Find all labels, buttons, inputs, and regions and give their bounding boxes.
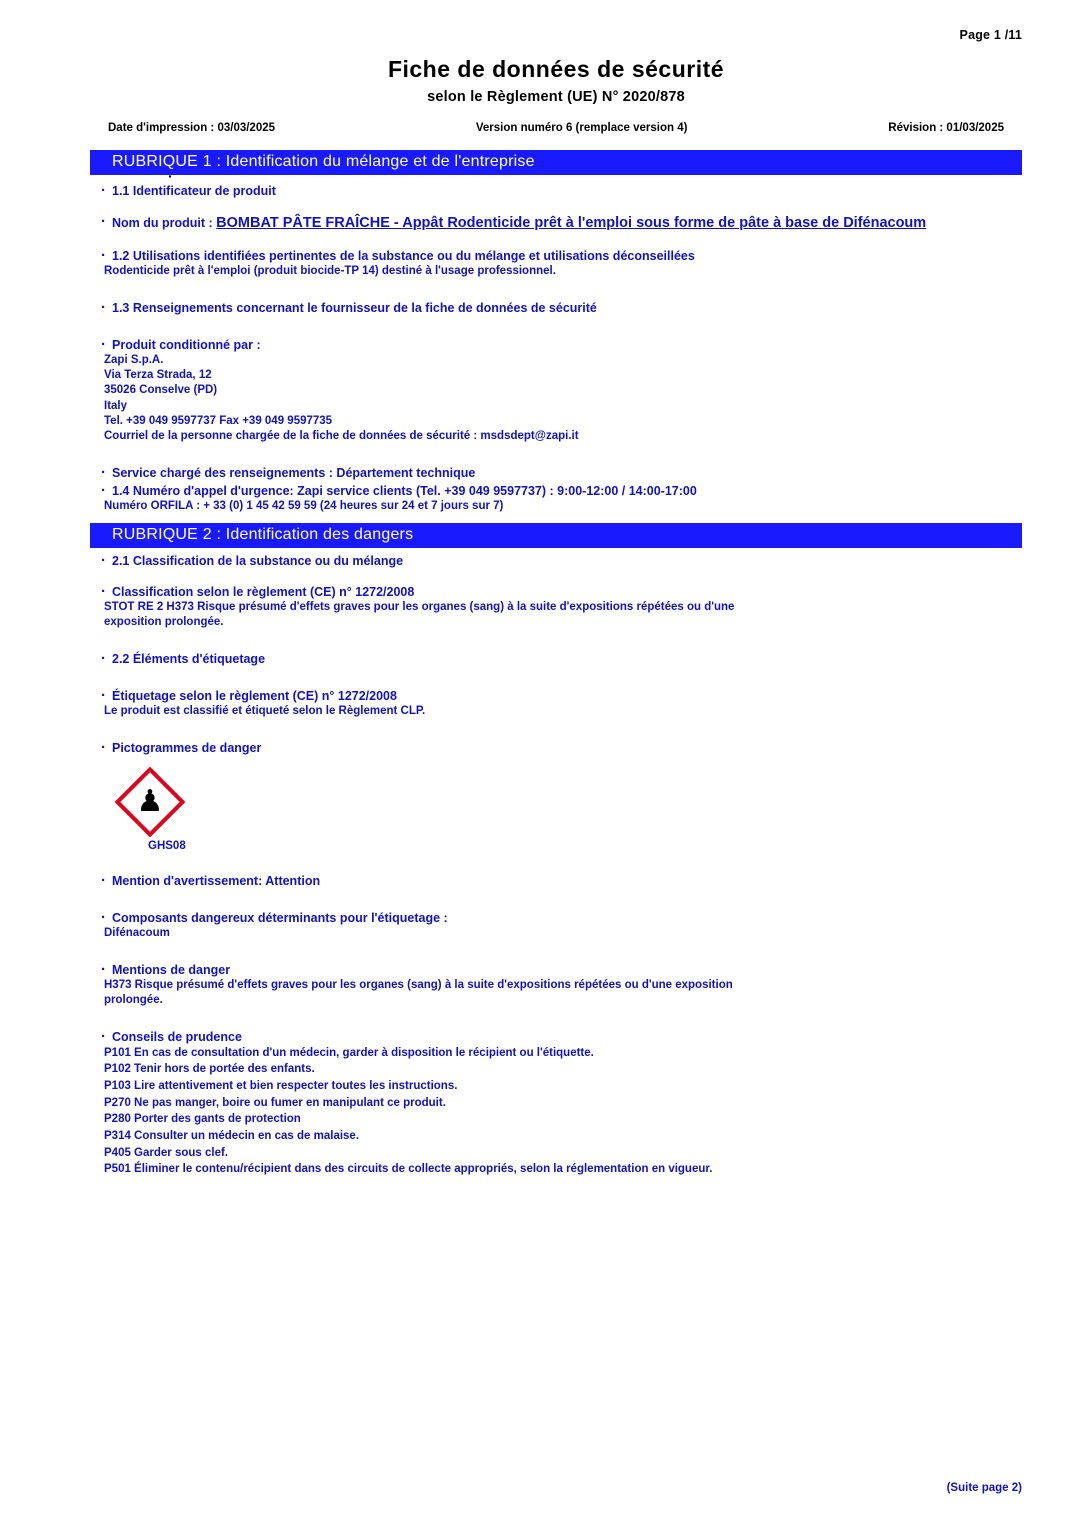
page-footer-continuation: (Suite page 2): [946, 1482, 1022, 1494]
health-hazard-icon: [114, 766, 186, 838]
product-name-value: BOMBAT PÂTE FRAÎCHE - Appât Rodenticide prêt à l'emploi sous forme de pâte à base de Difénacoum: [216, 215, 927, 231]
print-date: Date d'impression : 03/03/2025: [108, 122, 276, 134]
pictograms-label: · Pictogrammes de danger: [112, 740, 1022, 756]
classification-text-line1: STOT RE 2 H373 Risque présumé d'effets graves pour les organes (sang) à la suite d'expositions répétées ou d'une: [104, 601, 735, 614]
document-subtitle: selon le Règlement (UE) N° 2020/878: [427, 89, 685, 105]
section-2-header: RUBRIQUE 2 : Identification des dangers: [90, 523, 1022, 548]
labelling-text: Le produit est classifié et étiqueté selon le Règlement CLP.: [104, 704, 426, 717]
supplier-line: Zapi S.p.A.: [104, 354, 164, 367]
hazardous-components-value: Difénacoum: [104, 926, 170, 939]
supplier-line: 35026 Conselve (PD): [104, 384, 218, 397]
ghs-pictogram-group: [114, 766, 1022, 852]
section-2-1-title: · 2.1 Classification de la substance ou du mélange: [112, 553, 1022, 569]
service-label: Service chargé des renseignements :: [112, 466, 333, 481]
precautionary-item: P501 Éliminer le contenu/récipient dans des circuits de collecte appropriés, selon la réglementation en vigueur.: [104, 1163, 713, 1176]
section-1-3-title: · 1.3 Renseignements concernant le fournisseur de la fiche de données de sécurité: [112, 300, 1022, 316]
supplier-line: Italy: [104, 399, 128, 412]
labelling-label: · Étiquetage selon le règlement (CE) n° 1272/2008: [112, 688, 1022, 704]
precautionary-label: · Conseils de prudence: [112, 1029, 1022, 1045]
product-name-row: [112, 214, 1022, 233]
hazard-statement-line1: H373 Risque présumé d'effets graves pour les organes (sang) à la suite d'expositions répétées ou d'une exposition: [104, 978, 733, 991]
hazardous-components-label: · Composants dangereux déterminants pour l'étiquetage :: [112, 910, 1022, 926]
precautionary-item: P102 Tenir hors de portée des enfants.: [104, 1063, 315, 1076]
signal-word-label: Mention d'avertissement:: [112, 873, 263, 888]
document-meta-row: [90, 122, 1022, 134]
classification-text-line2: exposition prolongée.: [104, 615, 224, 628]
section-1-4-title: · 1.4 Numéro d'appel d'urgence: Zapi service clients (Tel. +39 049 9597737) : 9:00-12:00 / 14:00-17:00: [112, 483, 1022, 499]
section-1-2-text: Rodenticide prêt à l'emploi (produit biocide-TP 14) destiné à l'usage professionnel.: [104, 265, 556, 278]
revision-date: Révision : 01/03/2025: [888, 122, 1004, 134]
section-1-header: RUBRIQUE 1 : Identification du mélange et de l'entreprise: [90, 150, 1022, 175]
ghs-code: GHS08: [148, 839, 186, 852]
version-info: Version numéro 6 (remplace version 4): [475, 122, 688, 134]
hazard-statement-line2: prolongée.: [104, 993, 163, 1006]
section1-bullet-icon: ·: [168, 168, 173, 184]
precautionary-item: P270 Ne pas manger, boire ou fumer en manipulant ce produit.: [104, 1096, 446, 1109]
signal-word-row: [112, 873, 1022, 889]
document-title: Fiche de données de sécurité: [387, 56, 725, 82]
ghs-glyph: ♟: [136, 784, 164, 818]
section-1-2-title: · 1.2 Utilisations identifiées pertinentes de la substance ou du mélange et utilisations déconseillées: [112, 248, 1022, 264]
hazard-statements-label: · Mentions de danger: [112, 962, 1022, 978]
supplier-phone: Tel. +39 049 9597737 Fax +39 049 9597735: [104, 414, 333, 427]
supplier-label: · Produit conditionné par :: [112, 337, 1022, 353]
precautionary-item: P314 Consulter un médecin en cas de malaise.: [104, 1130, 360, 1143]
orfila-number: Numéro ORFILA : + 33 (0) 1 45 42 59 59 (24 heures sur 24 et 7 jours sur 7): [104, 500, 504, 513]
precautionary-item: P101 En cas de consultation d'un médecin, garder à disposition le récipient ou l'étiquette.: [104, 1046, 594, 1059]
service-value: Département technique: [336, 466, 476, 481]
signal-word-value: Attention: [265, 873, 321, 888]
precautionary-item: P405 Garder sous clef.: [104, 1146, 229, 1159]
section-1-1-title: · 1.1 Identificateur de produit: [112, 183, 1022, 199]
precautionary-item: P280 Porter des gants de protection: [104, 1113, 301, 1126]
classification-label: · Classification selon le règlement (CE) n° 1272/2008: [112, 584, 1022, 600]
supplier-line: Via Terza Strada, 12: [104, 369, 212, 382]
supplier-email: Courriel de la personne chargée de la fiche de données de sécurité : msdsdept@zapi.it: [104, 429, 579, 442]
precautionary-item: P103 Lire attentivement et bien respecter toutes les instructions.: [104, 1080, 458, 1092]
page-number: Page 1 /11: [959, 28, 1022, 42]
service-row: [112, 465, 1022, 481]
precautionary-list: [104, 1045, 1022, 1178]
section-2-2-title: · 2.2 Éléments d'étiquetage: [112, 651, 1022, 667]
product-name-label: Nom du produit :: [112, 216, 213, 230]
